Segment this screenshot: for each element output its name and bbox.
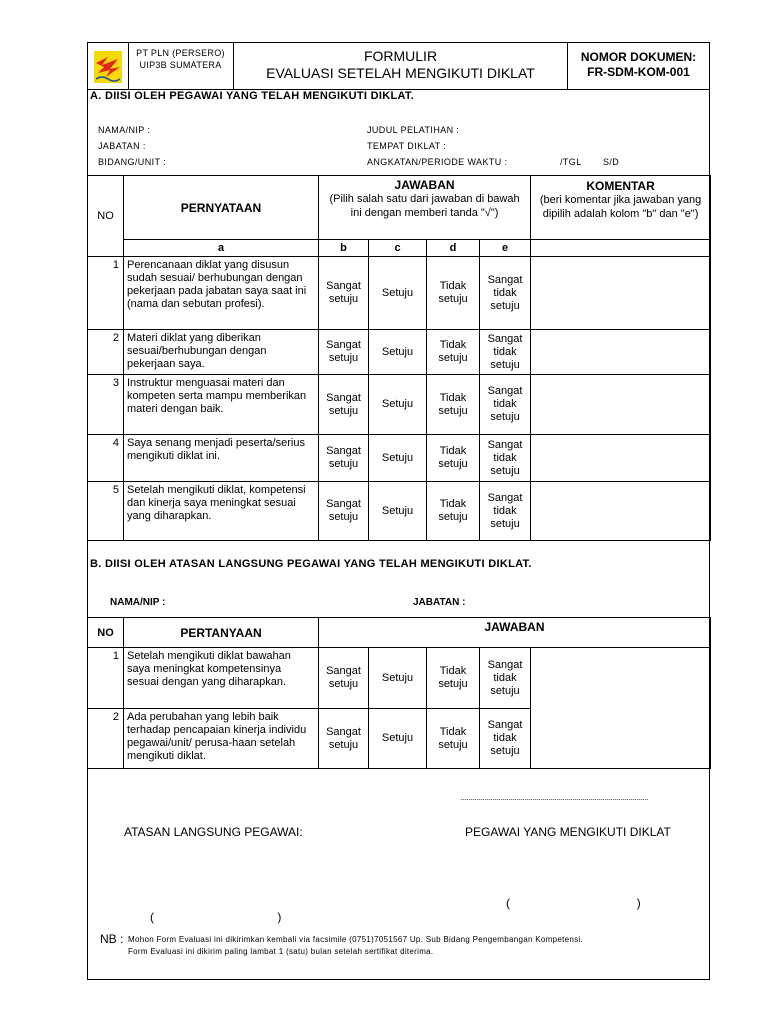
row-number: 4 bbox=[88, 435, 124, 482]
document-number bbox=[568, 43, 709, 89]
answer-sangat-tidak-setuju[interactable]: Sangat tidak setuju bbox=[480, 375, 531, 435]
col-b-header-no: NO bbox=[88, 618, 124, 648]
section-a-title: A. DIISI OLEH PEGAWAI YANG TELAH MENGIKUTI DIKLAT. bbox=[90, 90, 415, 102]
statement-text: Saya senang menjadi peserta/serius mengikuti diklat ini. bbox=[124, 435, 319, 482]
answer-tidak-setuju[interactable]: Tidak setuju bbox=[427, 709, 480, 769]
comment-cell[interactable] bbox=[531, 330, 711, 375]
supervisor-signature-line[interactable]: ( ) bbox=[150, 910, 282, 924]
comment-cell[interactable] bbox=[531, 257, 711, 330]
answer-sangat-setuju[interactable]: Sangat setuju bbox=[319, 648, 369, 709]
answer-setuju[interactable]: Setuju bbox=[369, 709, 427, 769]
field-period-tgl: /TGL bbox=[560, 157, 582, 167]
row-number: 5 bbox=[88, 482, 124, 541]
col-header-comment bbox=[531, 176, 711, 240]
nb-label: NB : bbox=[100, 932, 124, 946]
answer-tidak-setuju[interactable]: Tidak setuju bbox=[427, 482, 480, 541]
statement-text: Materi diklat yang diberikan sesuai/berhubungan dengan pekerjaan saya. bbox=[124, 330, 319, 375]
field-tempat-diklat[interactable]: TEMPAT DIKLAT : bbox=[367, 141, 447, 151]
answer-setuju[interactable]: Setuju bbox=[369, 375, 427, 435]
comment-cell[interactable] bbox=[531, 482, 711, 541]
col-letter-e: e bbox=[480, 240, 531, 257]
comment-instruction: (beri komentar jika jawaban yang dipilih adalah kolom "b" dan "e") bbox=[539, 194, 702, 220]
field-judul-pelatihan[interactable]: JUDUL PELATIHAN : bbox=[367, 125, 460, 135]
answer-tidak-setuju[interactable]: Tidak setuju bbox=[427, 257, 480, 330]
col-b-header-answer: JAWABAN bbox=[319, 618, 711, 648]
pln-logo-icon bbox=[88, 43, 128, 89]
supervisor-label: ATASAN LANGSUNG PEGAWAI: bbox=[124, 825, 303, 839]
answer-sangat-tidak-setuju[interactable]: Sangat tidak setuju bbox=[480, 257, 531, 330]
answer-sangat-setuju[interactable]: Sangat setuju bbox=[319, 709, 369, 769]
form-title-line-2: EVALUASI SETELAH MENGIKUTI DIKLAT bbox=[266, 65, 535, 81]
form-page bbox=[87, 42, 710, 980]
answer-sangat-tidak-setuju[interactable]: Sangat tidak setuju bbox=[480, 435, 531, 482]
answer-setuju[interactable]: Setuju bbox=[369, 257, 427, 330]
table-row bbox=[88, 435, 711, 482]
col-letter-blank bbox=[531, 240, 711, 257]
field-period-sd: S/D bbox=[603, 157, 620, 167]
col-header-answer bbox=[319, 176, 531, 240]
company-name bbox=[128, 43, 234, 89]
field-b-jabatan[interactable]: JABATAN : bbox=[413, 597, 466, 608]
answer-sangat-setuju[interactable]: Sangat setuju bbox=[319, 435, 369, 482]
statement-text: Perencanaan diklat yang disusun sudah sesuai/ berhubungan dengan pekerjaan pada jabatan saya saat ini (nama dan sebutan profesi). bbox=[124, 257, 319, 330]
document-number-value: FR-SDM-KOM-001 bbox=[587, 65, 690, 79]
table-row bbox=[88, 482, 711, 541]
col-header-no: NO bbox=[88, 176, 124, 257]
table-row bbox=[88, 648, 711, 709]
form-title-line-1: FORMULIR bbox=[363, 48, 438, 64]
field-bidang-unit[interactable]: BIDANG/UNIT : bbox=[98, 157, 167, 167]
answer-setuju[interactable]: Setuju bbox=[369, 648, 427, 709]
section-b-title: B. DIISI OLEH ATASAN LANGSUNG PEGAWAI YANG TELAH MENGIKUTI DIKLAT. bbox=[90, 558, 532, 570]
answer-tidak-setuju[interactable]: Tidak setuju bbox=[427, 648, 480, 709]
date-place-dotted-line[interactable]: .............................................................................................. bbox=[460, 792, 649, 802]
document-number-label: NOMOR DOKUMEN: bbox=[580, 50, 697, 64]
answer-blank-cell bbox=[531, 709, 711, 769]
col-letter-c: c bbox=[369, 240, 427, 257]
answer-sangat-setuju[interactable]: Sangat setuju bbox=[319, 257, 369, 330]
answer-tidak-setuju[interactable]: Tidak setuju bbox=[427, 330, 480, 375]
comment-cell[interactable] bbox=[531, 435, 711, 482]
company-line-1: PT PLN (PERSERO) bbox=[136, 48, 225, 58]
answer-tidak-setuju[interactable]: Tidak setuju bbox=[427, 435, 480, 482]
statement-text: Setelah mengikuti diklat, kompetensi dan kinerja saya meningkat sesuai yang diharapkan. bbox=[124, 482, 319, 541]
pln-logo bbox=[88, 43, 129, 89]
answer-blank-cell bbox=[531, 648, 711, 709]
row-number: 3 bbox=[88, 375, 124, 435]
form-header bbox=[88, 43, 709, 90]
company-line-2: UIP3B SUMATERA bbox=[139, 60, 222, 70]
question-text: Ada perubahan yang lebih baik terhadap pencapaian kinerja individu pegawai/unit/ perusa-haan setelah mengikuti diklat. bbox=[124, 709, 319, 769]
row-number: 2 bbox=[88, 330, 124, 375]
answer-sangat-setuju[interactable]: Sangat setuju bbox=[319, 375, 369, 435]
answer-tidak-setuju[interactable]: Tidak setuju bbox=[427, 375, 480, 435]
comment-title: KOMENTAR bbox=[586, 179, 655, 193]
section-b-table bbox=[87, 617, 711, 769]
col-header-statement: PERNYATAAN bbox=[124, 176, 319, 240]
col-b-header-question: PERTANYAAN bbox=[124, 618, 319, 648]
answer-sangat-tidak-setuju[interactable]: Sangat tidak setuju bbox=[480, 709, 531, 769]
row-number: 1 bbox=[88, 648, 124, 709]
answer-setuju[interactable]: Setuju bbox=[369, 482, 427, 541]
row-number: 2 bbox=[88, 709, 124, 769]
answer-instruction: (Pilih salah satu dari jawaban di bawah ini dengan memberi tanda "√") bbox=[329, 193, 520, 219]
col-letter-d: d bbox=[427, 240, 480, 257]
answer-title: JAWABAN bbox=[394, 178, 455, 192]
answer-sangat-setuju[interactable]: Sangat setuju bbox=[319, 330, 369, 375]
field-nama-nip[interactable]: NAMA/NIP : bbox=[98, 125, 151, 135]
form-title bbox=[234, 43, 568, 89]
col-letter-a: a bbox=[124, 240, 319, 257]
nb-line-1: Mohon Form Evaluasi ini dikirimkan kembali via facsimile (0751)7051567 Up. Sub Bidang Pengembangan Kompetensi. bbox=[128, 935, 584, 944]
row-number: 1 bbox=[88, 257, 124, 330]
answer-sangat-tidak-setuju[interactable]: Sangat tidak setuju bbox=[480, 648, 531, 709]
field-b-nama-nip[interactable]: NAMA/NIP : bbox=[110, 597, 166, 608]
nb-line-2: Form Evaluasi ini dikirim paling lambat 1 (satu) bulan setelah sertifikat diterima. bbox=[128, 947, 434, 956]
comment-cell[interactable] bbox=[531, 375, 711, 435]
question-text: Setelah mengikuti diklat bawahan saya meningkat kompetensinya sesuai dengan yang diharapkan. bbox=[124, 648, 319, 709]
answer-sangat-tidak-setuju[interactable]: Sangat tidak setuju bbox=[480, 482, 531, 541]
field-angkatan-periode[interactable]: ANGKATAN/PERIODE WAKTU : bbox=[367, 157, 508, 167]
table-row bbox=[88, 709, 711, 769]
section-a-table bbox=[87, 175, 711, 541]
table-row bbox=[88, 257, 711, 330]
statement-text: Instruktur menguasai materi dan kompeten serta mampu memberikan materi dengan baik. bbox=[124, 375, 319, 435]
col-letter-b: b bbox=[319, 240, 369, 257]
answer-sangat-tidak-setuju[interactable]: Sangat tidak setuju bbox=[480, 330, 531, 375]
employee-signature-line[interactable]: ( ) bbox=[506, 896, 641, 910]
table-row bbox=[88, 330, 711, 375]
field-jabatan[interactable]: JABATAN : bbox=[98, 141, 146, 151]
table-row bbox=[88, 375, 711, 435]
answer-setuju[interactable]: Setuju bbox=[369, 435, 427, 482]
employee-label: PEGAWAI YANG MENGIKUTI DIKLAT bbox=[465, 825, 671, 839]
answer-sangat-setuju[interactable]: Sangat setuju bbox=[319, 482, 369, 541]
answer-setuju[interactable]: Setuju bbox=[369, 330, 427, 375]
